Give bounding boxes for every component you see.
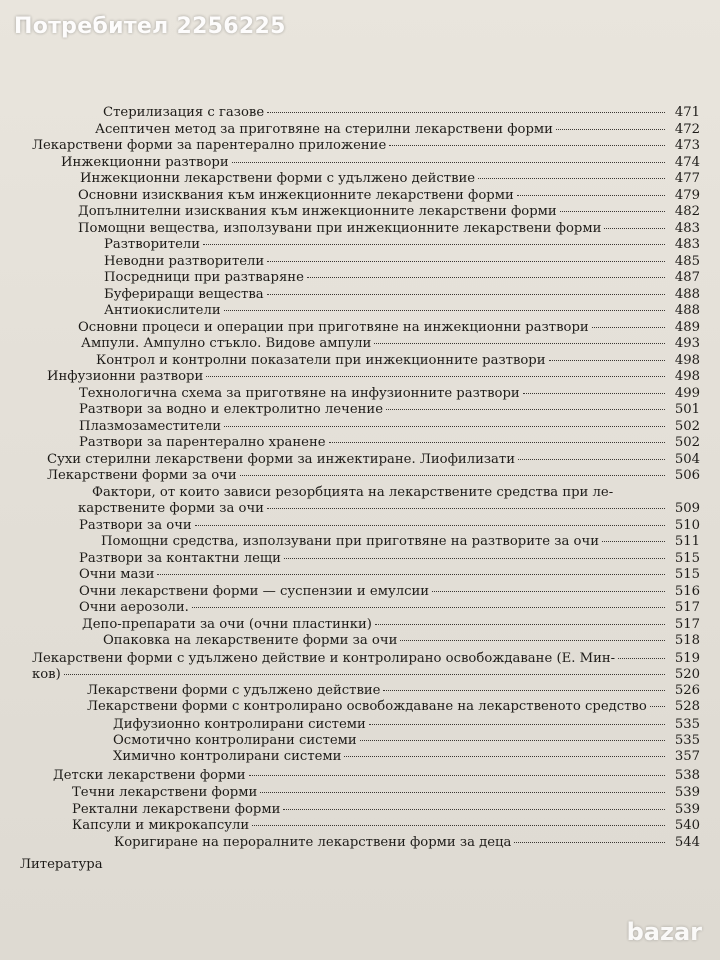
toc-page-number bbox=[660, 517, 700, 534]
toc-entry-title: карствените форми за очи bbox=[78, 501, 264, 516]
toc-page-number bbox=[660, 682, 700, 699]
toc-page-number bbox=[660, 834, 700, 851]
toc-entry bbox=[78, 319, 668, 336]
toc-page-number bbox=[660, 137, 700, 154]
dot-leader bbox=[252, 825, 665, 826]
dot-leader bbox=[549, 360, 665, 361]
dot-leader bbox=[224, 426, 665, 427]
toc-page-number bbox=[660, 616, 700, 633]
toc-entry-title: Асептичен метод за приготвяне на стерилни лекарствени форми bbox=[95, 122, 553, 137]
dot-leader bbox=[267, 508, 665, 509]
toc-entry-title: Дифузионно контролирани системи bbox=[113, 717, 366, 732]
toc-page-number bbox=[660, 467, 700, 484]
toc-entry bbox=[72, 817, 668, 834]
dot-leader bbox=[329, 442, 665, 443]
page-number-text: 520 bbox=[674, 667, 700, 682]
toc-page-number bbox=[660, 104, 700, 121]
toc-entry bbox=[72, 784, 668, 801]
toc-entry bbox=[104, 286, 668, 303]
page-number-text: 511 bbox=[674, 534, 700, 549]
page-number-text: 526 bbox=[674, 683, 700, 698]
toc-entry bbox=[82, 616, 668, 633]
toc-entry-title: Разтвори за очи bbox=[79, 518, 192, 533]
page-number-text: 504 bbox=[674, 452, 700, 467]
dot-leader bbox=[369, 724, 665, 725]
toc-entry bbox=[103, 104, 668, 121]
dot-leader bbox=[432, 591, 665, 592]
page-number-text: 493 bbox=[674, 336, 700, 351]
dot-leader bbox=[556, 129, 665, 130]
toc-page-number bbox=[660, 418, 700, 435]
page-number-text: 502 bbox=[674, 419, 700, 434]
toc-entry-title: Ректални лекарствени форми bbox=[72, 802, 281, 817]
toc-entry-title: Фактори, от които зависи резорбцията на лекарствените средства при ле- bbox=[92, 485, 614, 500]
dot-leader bbox=[192, 607, 665, 608]
toc-entry-title: Неводни разтворители bbox=[104, 254, 265, 269]
toc-entry-title: Помощни вещества, използувани при инжекционните лекарствени форми bbox=[78, 221, 602, 236]
page-number-text: 498 bbox=[674, 353, 700, 368]
toc-page-number bbox=[660, 748, 700, 765]
toc-entry bbox=[79, 401, 668, 418]
dot-leader bbox=[195, 525, 665, 526]
toc-page-number bbox=[660, 352, 700, 369]
dot-leader bbox=[260, 792, 665, 793]
toc-entry bbox=[79, 599, 668, 616]
dot-leader bbox=[618, 658, 665, 659]
page-number-text: 535 bbox=[674, 733, 700, 748]
toc-entry bbox=[61, 154, 668, 171]
toc-entry-title: Разтвори за контактни лещи bbox=[79, 551, 281, 566]
toc-entry-title: Лекарствени форми за парентерално приложение bbox=[32, 138, 387, 153]
toc-entry-title: Депо-препарати за очи (очни пластинки) bbox=[82, 617, 372, 632]
toc-page-number bbox=[660, 650, 700, 667]
page-number-text: 515 bbox=[674, 567, 700, 582]
page-number-text: 519 bbox=[674, 651, 700, 666]
page-number-text: 488 bbox=[674, 303, 700, 318]
toc-entry-title: Инжекционни разтвори bbox=[61, 155, 229, 170]
toc-entry bbox=[95, 121, 668, 138]
page-number-text: 540 bbox=[674, 818, 700, 833]
toc-entry-title: Очни аерозоли. bbox=[79, 600, 189, 615]
toc-entry-title: Разтвори за парентерално хранене bbox=[79, 435, 326, 450]
dot-leader bbox=[523, 393, 665, 394]
toc-entry bbox=[78, 220, 668, 237]
toc-entry-title: Опаковка на лекарствените форми за очи bbox=[103, 633, 398, 648]
toc-entry-title: Детски лекарствени форми bbox=[53, 768, 246, 783]
toc-entry bbox=[113, 716, 668, 733]
toc-page-number bbox=[660, 170, 700, 187]
toc-entry bbox=[104, 302, 668, 319]
toc-entry bbox=[87, 682, 668, 699]
toc-entry-title: Осмотично контролирани системи bbox=[113, 733, 357, 748]
dot-leader bbox=[157, 574, 665, 575]
toc-entry-title: Буфериращи вещества bbox=[104, 287, 264, 302]
dot-leader bbox=[267, 112, 665, 113]
page-number-text: 501 bbox=[674, 402, 700, 417]
toc-entry-title: Допълнителни изисквания към инжекционните лекарствени форми bbox=[78, 204, 557, 219]
toc-page-number bbox=[660, 187, 700, 204]
toc-page-number bbox=[660, 286, 700, 303]
page-number-text: 488 bbox=[674, 287, 700, 302]
dot-leader bbox=[283, 809, 665, 810]
toc-page-number bbox=[660, 732, 700, 749]
toc-entry-title: Очни мази bbox=[79, 567, 155, 582]
page-number-text: 357 bbox=[674, 749, 700, 764]
toc-entry bbox=[81, 335, 668, 352]
toc-entry-title: Лекарствени форми с удължено действие и контролирано освобождаване (Е. Мин- bbox=[32, 651, 616, 666]
page-number-text: 509 bbox=[674, 501, 700, 516]
dot-leader bbox=[514, 842, 665, 843]
dot-leader bbox=[307, 277, 665, 278]
page-number-text: 539 bbox=[674, 785, 700, 800]
toc-entry-title: Течни лекарствени форми bbox=[72, 785, 258, 800]
toc-entry bbox=[104, 253, 668, 270]
page-number-text: 535 bbox=[674, 717, 700, 732]
toc-page-number bbox=[660, 401, 700, 418]
toc-entry bbox=[47, 467, 668, 484]
page-number-text: 479 bbox=[674, 188, 700, 203]
user-watermark: Потребител 2256225 bbox=[14, 14, 286, 39]
toc-page-number bbox=[660, 302, 700, 319]
toc-entry bbox=[92, 484, 668, 501]
toc-entry-title: Технологична схема за приготвяне на инфузионните разтвори bbox=[79, 386, 520, 401]
toc-entry-title: Стерилизация с газове bbox=[103, 105, 265, 120]
toc-entry bbox=[80, 170, 668, 187]
page-number-text: 539 bbox=[674, 802, 700, 817]
page-number-text: 544 bbox=[674, 835, 700, 850]
toc-entry bbox=[101, 533, 668, 550]
page-number-text: 482 bbox=[674, 204, 700, 219]
toc-entry bbox=[32, 137, 668, 154]
toc-page-number bbox=[660, 817, 700, 834]
page-number-text: 516 bbox=[674, 584, 700, 599]
toc-page-number bbox=[660, 533, 700, 550]
toc-entry-title: ков) bbox=[32, 667, 61, 682]
dot-leader bbox=[560, 211, 665, 212]
toc-page-number bbox=[660, 451, 700, 468]
dot-leader bbox=[267, 261, 665, 262]
toc-entry bbox=[78, 203, 668, 220]
toc-page-number bbox=[660, 583, 700, 600]
toc-entry bbox=[113, 748, 668, 765]
toc-page-number bbox=[660, 154, 700, 171]
toc-page-number bbox=[660, 203, 700, 220]
toc-entry-title: Литература bbox=[20, 857, 103, 872]
toc-page-number bbox=[660, 784, 700, 801]
toc-page-number bbox=[660, 666, 700, 683]
toc-page-number bbox=[660, 767, 700, 784]
toc-entry-title: Коригиране на пероралните лекарствени форми за деца bbox=[114, 835, 512, 850]
toc-entry-title: Лекарствени форми с контролирано освобождаване на лекарственото средство bbox=[87, 699, 647, 714]
toc-page-number bbox=[660, 632, 700, 649]
toc-entry-title: Капсули и микрокапсули bbox=[72, 818, 250, 833]
toc-page-number bbox=[660, 385, 700, 402]
toc-entry-title: Помощни средства, използувани при приготвяне на разтворите за очи bbox=[101, 534, 599, 549]
toc-entry bbox=[79, 418, 668, 435]
dot-leader bbox=[375, 624, 665, 625]
dot-leader bbox=[232, 162, 665, 163]
toc-entry-title: Инжекционни лекарствени форми с удължено действие bbox=[80, 171, 476, 186]
toc-page-number bbox=[660, 236, 700, 253]
dot-leader bbox=[389, 145, 665, 146]
toc-entry bbox=[32, 666, 668, 683]
dot-leader bbox=[249, 775, 665, 776]
toc-page-number bbox=[660, 319, 700, 336]
page-number-text: 499 bbox=[674, 386, 700, 401]
page-number-text: 473 bbox=[674, 138, 700, 153]
toc-page-number bbox=[660, 550, 700, 567]
dot-leader bbox=[284, 558, 665, 559]
toc-entry bbox=[47, 368, 668, 385]
toc-entry-title: Лекарствени форми за очи bbox=[47, 468, 237, 483]
dot-leader bbox=[400, 640, 665, 641]
dot-leader bbox=[344, 756, 665, 757]
dot-leader bbox=[386, 409, 665, 410]
toc-entry bbox=[78, 500, 668, 517]
toc-entry-title: Разтвори за водно и електролитно лечение bbox=[79, 402, 384, 417]
page-number-text: 506 bbox=[674, 468, 700, 483]
toc-page-number bbox=[660, 220, 700, 237]
page-number-text: 474 bbox=[674, 155, 700, 170]
page-number-text: 472 bbox=[674, 122, 700, 137]
page-number-text: 471 bbox=[674, 105, 700, 120]
dot-leader bbox=[518, 459, 665, 460]
page-number-text: 538 bbox=[674, 768, 700, 783]
toc-entry-title: Сухи стерилни лекарствени форми за инжектиране. Лиофилизати bbox=[47, 452, 516, 467]
dot-leader bbox=[604, 228, 665, 229]
toc-entry bbox=[47, 451, 668, 468]
toc-page-number bbox=[660, 253, 700, 270]
page-number-text: 517 bbox=[674, 600, 700, 615]
toc-entry-title: Разтворители bbox=[104, 237, 201, 252]
toc-page-number bbox=[660, 599, 700, 616]
page-number-text: 498 bbox=[674, 369, 700, 384]
toc-entry bbox=[79, 434, 668, 451]
toc-entry-title: Очни лекарствени форми — суспензии и емулсии bbox=[79, 584, 430, 599]
toc-entry-title: Основни изисквания към инжекционните лекарствени форми bbox=[78, 188, 514, 203]
dot-leader bbox=[224, 310, 665, 311]
toc-entry bbox=[32, 650, 668, 667]
toc-entry-title: Лекарствени форми с удължено действие bbox=[87, 683, 381, 698]
page-number-text: 483 bbox=[674, 221, 700, 236]
dot-leader bbox=[374, 343, 665, 344]
toc-entry-title: Антиокислители bbox=[104, 303, 221, 318]
page-number-text: 515 bbox=[674, 551, 700, 566]
toc-entry-title: Плазмозаместители bbox=[79, 419, 221, 434]
dot-leader bbox=[206, 376, 665, 377]
toc-entry bbox=[20, 856, 668, 873]
dot-leader bbox=[203, 244, 665, 245]
dot-leader bbox=[64, 674, 665, 675]
toc-entry bbox=[79, 517, 668, 534]
toc-page-number bbox=[660, 121, 700, 138]
dot-leader bbox=[360, 740, 665, 741]
bazar-logo: bazar bbox=[626, 918, 702, 946]
page-number-text: 483 bbox=[674, 237, 700, 252]
toc-entry bbox=[79, 583, 668, 600]
toc-entry bbox=[114, 834, 668, 851]
toc-page-number bbox=[660, 698, 700, 715]
page-number-text: 487 bbox=[674, 270, 700, 285]
toc-page-number bbox=[660, 434, 700, 451]
toc-entry bbox=[113, 732, 668, 749]
dot-leader bbox=[478, 178, 665, 179]
page-number-text: 518 bbox=[674, 633, 700, 648]
dot-leader bbox=[517, 195, 665, 196]
toc-entry bbox=[78, 187, 668, 204]
dot-leader bbox=[240, 475, 665, 476]
toc-entry-title: Посредници при разтваряне bbox=[104, 270, 304, 285]
toc-entry bbox=[87, 698, 668, 715]
dot-leader bbox=[383, 690, 665, 691]
toc-entry bbox=[72, 801, 668, 818]
toc-page-number bbox=[660, 335, 700, 352]
page-number-text: 510 bbox=[674, 518, 700, 533]
toc-page-number bbox=[660, 566, 700, 583]
toc-entry-title: Инфузионни разтвори bbox=[47, 369, 204, 384]
toc-entry bbox=[79, 566, 668, 583]
toc-entry-title: Основни процеси и операции при приготвяне на инжекционни разтвори bbox=[78, 320, 589, 335]
toc-entry-title: Химично контролирани системи bbox=[113, 749, 342, 764]
dot-leader bbox=[602, 541, 665, 542]
dot-leader bbox=[592, 327, 665, 328]
page-number-text: 489 bbox=[674, 320, 700, 335]
page-number-text: 528 bbox=[674, 699, 700, 714]
toc-entry-title: Ампули. Ампулно стъкло. Видове ампули bbox=[81, 336, 372, 351]
toc-entry bbox=[104, 236, 668, 253]
dot-leader bbox=[267, 294, 665, 295]
toc-page-number bbox=[660, 269, 700, 286]
toc-entry-title: Контрол и контролни показатели при инжекционните разтвори bbox=[96, 353, 546, 368]
toc-entry bbox=[104, 269, 668, 286]
toc-page-number bbox=[660, 801, 700, 818]
page-number-text: 485 bbox=[674, 254, 700, 269]
toc-entry bbox=[79, 550, 668, 567]
toc-page-number bbox=[660, 368, 700, 385]
page-number-text: 517 bbox=[674, 617, 700, 632]
toc-entry bbox=[103, 632, 668, 649]
toc-page-number bbox=[660, 716, 700, 733]
toc-entry bbox=[96, 352, 668, 369]
toc-page-number bbox=[660, 500, 700, 517]
toc-entry bbox=[53, 767, 668, 784]
page-number-text: 502 bbox=[674, 435, 700, 450]
page-number-text: 477 bbox=[674, 171, 700, 186]
toc-entry bbox=[79, 385, 668, 402]
